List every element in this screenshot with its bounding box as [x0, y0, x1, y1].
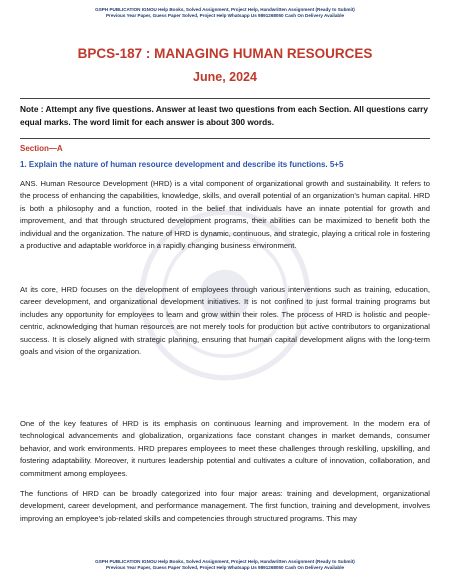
- divider-top: [20, 98, 430, 99]
- instructions-note: Note : Attempt any five questions. Answer at least two questions from each Section. All questions carry equal marks. The word limit for each answer is about 300 words.: [20, 104, 429, 127]
- header-line-1: GSPH PUBLICATION IGNOU Help Books, Solved Assignment, Project Help, Handwritten Assignment (Ready to Submit): [95, 7, 355, 12]
- page-footer: [14, 559, 436, 572]
- footer-line-2: Previous Year Paper, Guess Paper Solved, Project Help Whatsapp Us 9891268050 Cash On Delivery Available: [105, 565, 345, 571]
- question-heading: 1. Explain the nature of human resource development and describe its functions. 5+5: [20, 160, 344, 169]
- answer-paragraph: The functions of HRD can be broadly categorized into four major areas: training and development, organizational development, career development, and performance management. The first function, training and development, involves improving an employee’s job-related skills and competencies through structured programs. This may: [20, 489, 430, 523]
- document-title: BPCS-187 : MANAGING HUMAN RESOURCES: [77, 46, 373, 61]
- section-heading: Section—A: [20, 144, 63, 153]
- divider-bottom: [20, 138, 430, 139]
- document-date: June, 2024: [193, 70, 257, 84]
- header-line-2: Previous Year Paper, Guess Paper Solved, Project Help Whatsapp Us 9891268050 Cash On Delivery Available: [105, 13, 345, 19]
- footer-line-1: GSPH PUBLICATION IGNOU Help Books, Solved Assignment, Project Help, Handwritten Assignment (Ready to Submit): [95, 559, 355, 564]
- answer-paragraph: ANS. Human Resource Development (HRD) is a vital component of organizational growth and sustainability. It refers to the process of enhancing the capabilities, knowledge, skills, and overall potential of an organization’s human capital. HRD is both a philosophy and a function, rooted in the belief that individuals have an innate potential for growth and improvement, and that through structured development programs, their abilities can be maximized to benefit both the individual and the organization. The nature of HRD is dynamic, continuous, and strategic, playing a critical role in fostering a productive and adaptable workforce in a rapidly changing business environment.: [20, 179, 430, 251]
- answer-paragraph: At its core, HRD focuses on the development of employees through various interventions such as training, education, career development, and organizational development initiatives. It is not confined to just formal training programs but includes any opportunity for employees to learn and grow within their roles. The process of HRD is holistic and people-centric, acknowledging that human resources are not merely tools for production but active contributors to organizational success. It is closely aligned with strategic planning, ensuring that human capital development aligns with the long-term goals and vision of the organization.: [20, 285, 430, 357]
- answer-paragraph: One of the key features of HRD is its emphasis on continuous learning and improvement. In the modern era of technological advancements and globalization, organizations face constant changes in market demands, consumer behavior, and work environments. HRD prepares employees to meet these challenges through reskilling, upskilling, and fostering adaptability. Moreover, it nurtures leadership potential and cultivates a culture of innovation, collaboration, and commitment among employees.: [20, 419, 430, 478]
- page-header: [14, 7, 436, 20]
